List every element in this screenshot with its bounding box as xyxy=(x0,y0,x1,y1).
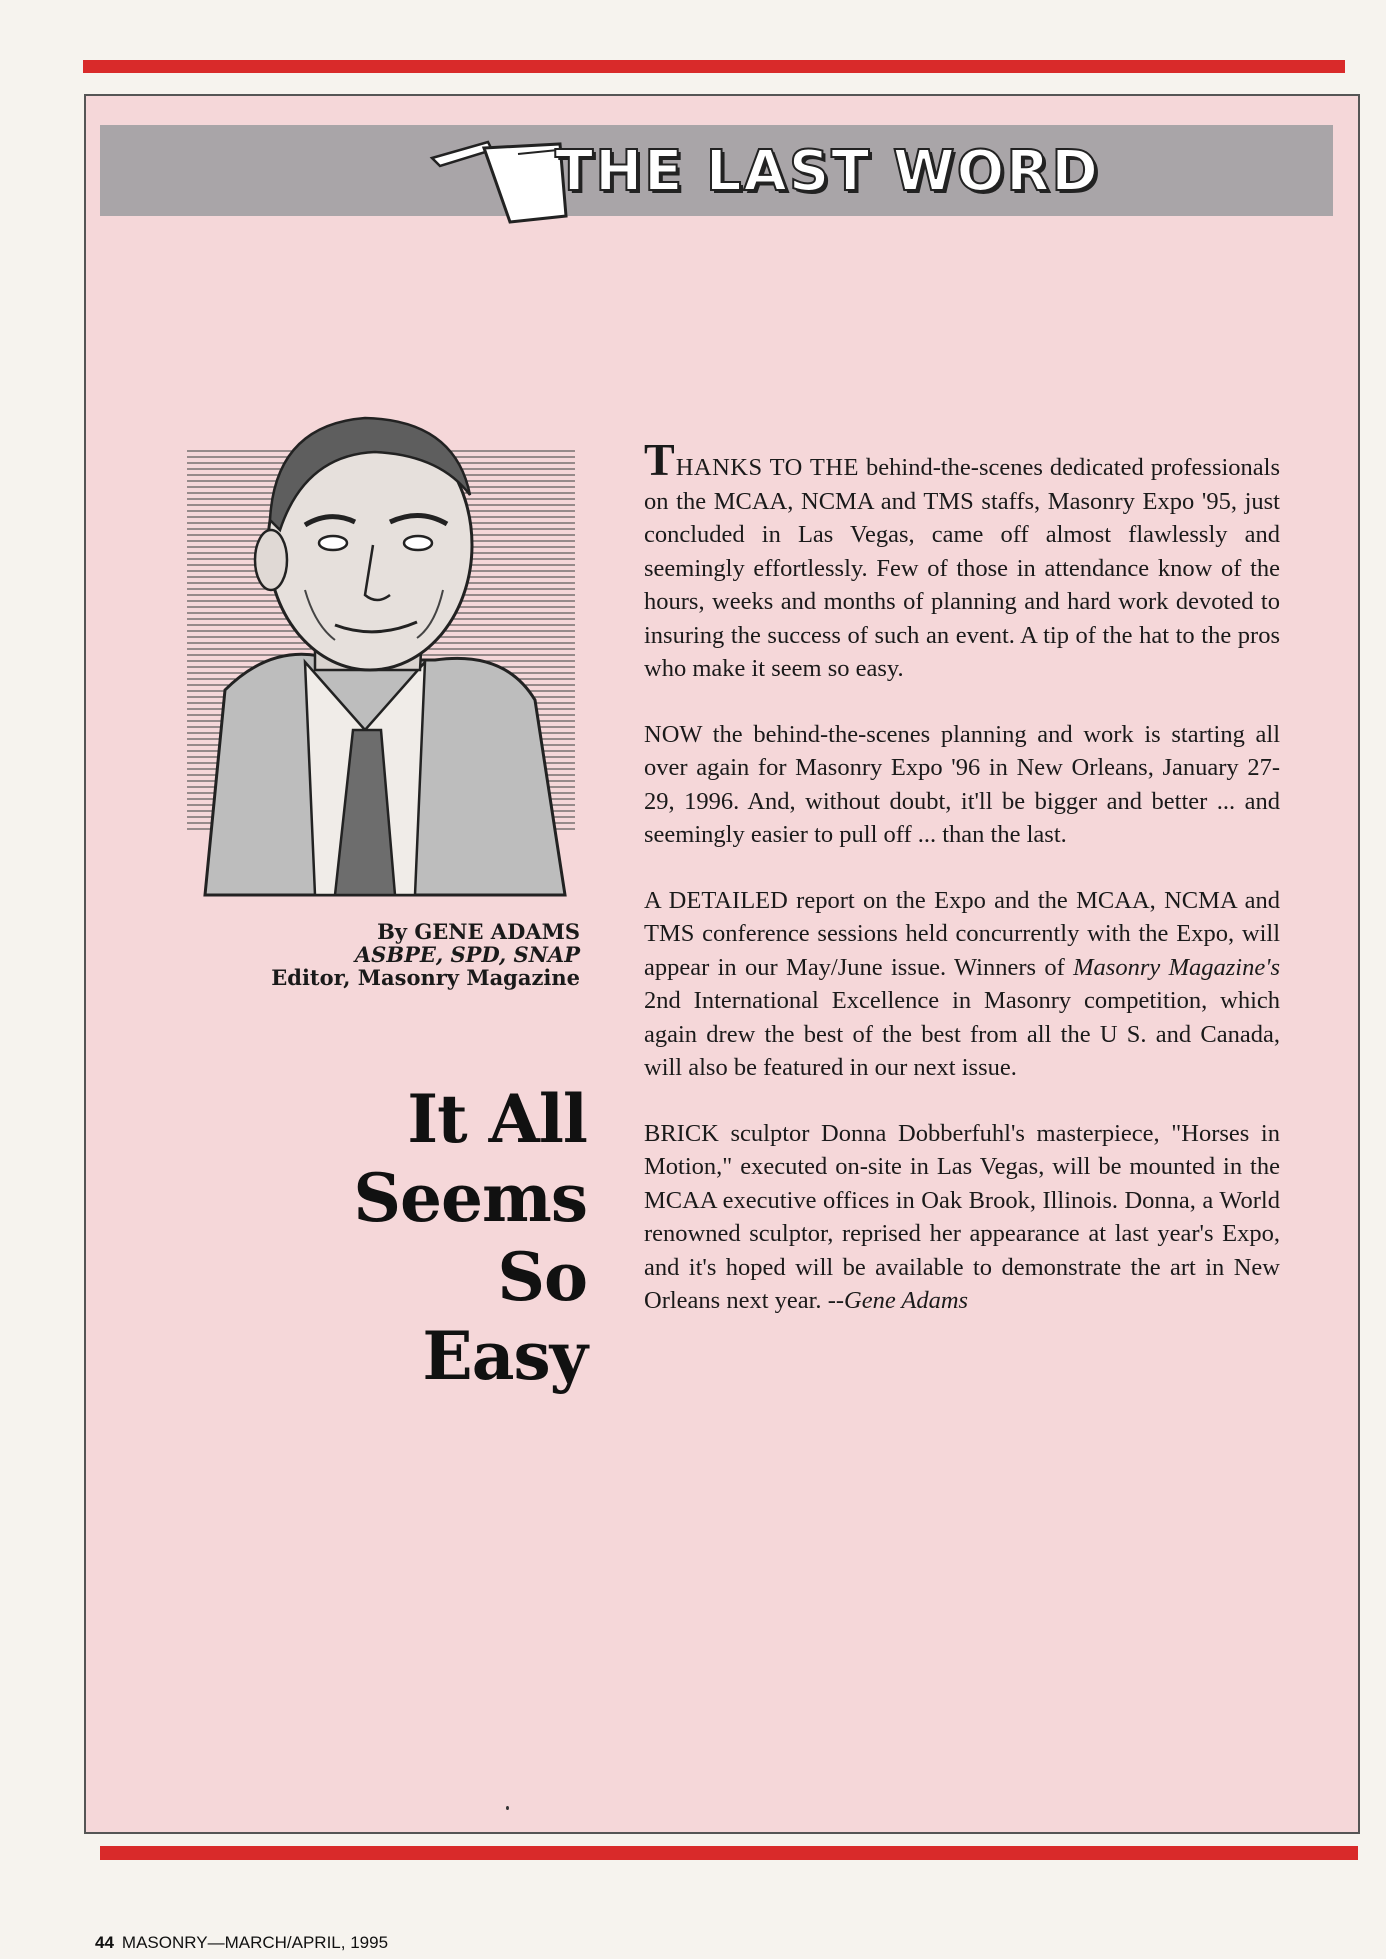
bottom-rule xyxy=(100,1846,1358,1860)
drop-cap: T xyxy=(644,434,675,485)
headline-line-4: Easy xyxy=(422,1317,587,1395)
paragraph-3-before: A DETAILED report on the Expo and the MCAA, NCMA and TMS conference sessions held concurrently with the Expo, will appear in our May/June issue. Winners of xyxy=(644,886,1280,981)
headline-line-1: It All xyxy=(407,1080,587,1158)
author-role-prefix: Editor, xyxy=(271,965,351,990)
print-speck xyxy=(506,1806,509,1810)
paragraph-3 xyxy=(644,884,1280,1085)
publication-line: MASONRY—MARCH/APRIL, 1995 xyxy=(121,1933,389,1952)
author-role xyxy=(200,966,580,989)
article-headline xyxy=(300,1080,587,1396)
paragraph-1-text: behind-the-scenes dedicated professionals on the MCAA, NCMA and TMS staffs, Masonry Expo '95, just concluded in Las Vegas, came off almost flawlessly and seemingly effortlessly. Few of those in attendance know of the hours, weeks and months of planning and hard work devoted to insuring the success of such an event. A tip of the hat to the pros who make it seem so easy. xyxy=(644,454,1281,682)
paragraph-1 xyxy=(644,434,1281,686)
page-footer xyxy=(95,1933,388,1953)
article-body xyxy=(644,434,1281,1350)
headline-line-3: So xyxy=(497,1238,587,1316)
section-title: THE LAST WORD xyxy=(555,139,1100,204)
author-role-publication: Masonry Magazine xyxy=(357,965,580,990)
page-number: 44 xyxy=(95,1933,114,1952)
author-byline xyxy=(200,920,580,989)
paragraph-3-after: 2nd International Excellence in Masonry competition, which again drew the best of the best from all the U S. and Canada, will also be featured in our next issue. xyxy=(644,987,1280,1081)
paragraph-4-text: BRICK sculptor Donna Dobberfuhl's masterpiece, "Horses in Motion," executed on-site in Las Vegas, will be mounted in the MCAA executive offices in Oak Brook, Illinois. Donna, a World renowned sculptor, reprised her appearance at last year's Expo, and it's hoped will be available to demonstrate the art in New Orleans next year. xyxy=(644,1119,1280,1314)
author-portrait xyxy=(185,400,577,900)
signature: --Gene Adams xyxy=(827,1287,969,1314)
headline-line-2: Seems xyxy=(353,1159,587,1237)
trowel-icon xyxy=(428,134,568,226)
author-credentials: ASBPE, SPD, SNAP xyxy=(354,942,580,967)
top-rule xyxy=(83,60,1345,73)
author-name: By GENE ADAMS xyxy=(377,919,580,944)
paragraph-2: NOW the behind-the-scenes planning and work is starting all over again for Masonry Expo '96 in New Orleans, January 27-29, 1996. And, without doubt, it'll be bigger and better ... and seemingly easier to pull off ... than the last. xyxy=(644,720,1280,848)
lead-in: HANKS TO THE xyxy=(675,454,860,481)
paragraph-4 xyxy=(644,1117,1280,1318)
paragraph-3-italic: Masonry Magazine's xyxy=(1073,953,1280,981)
